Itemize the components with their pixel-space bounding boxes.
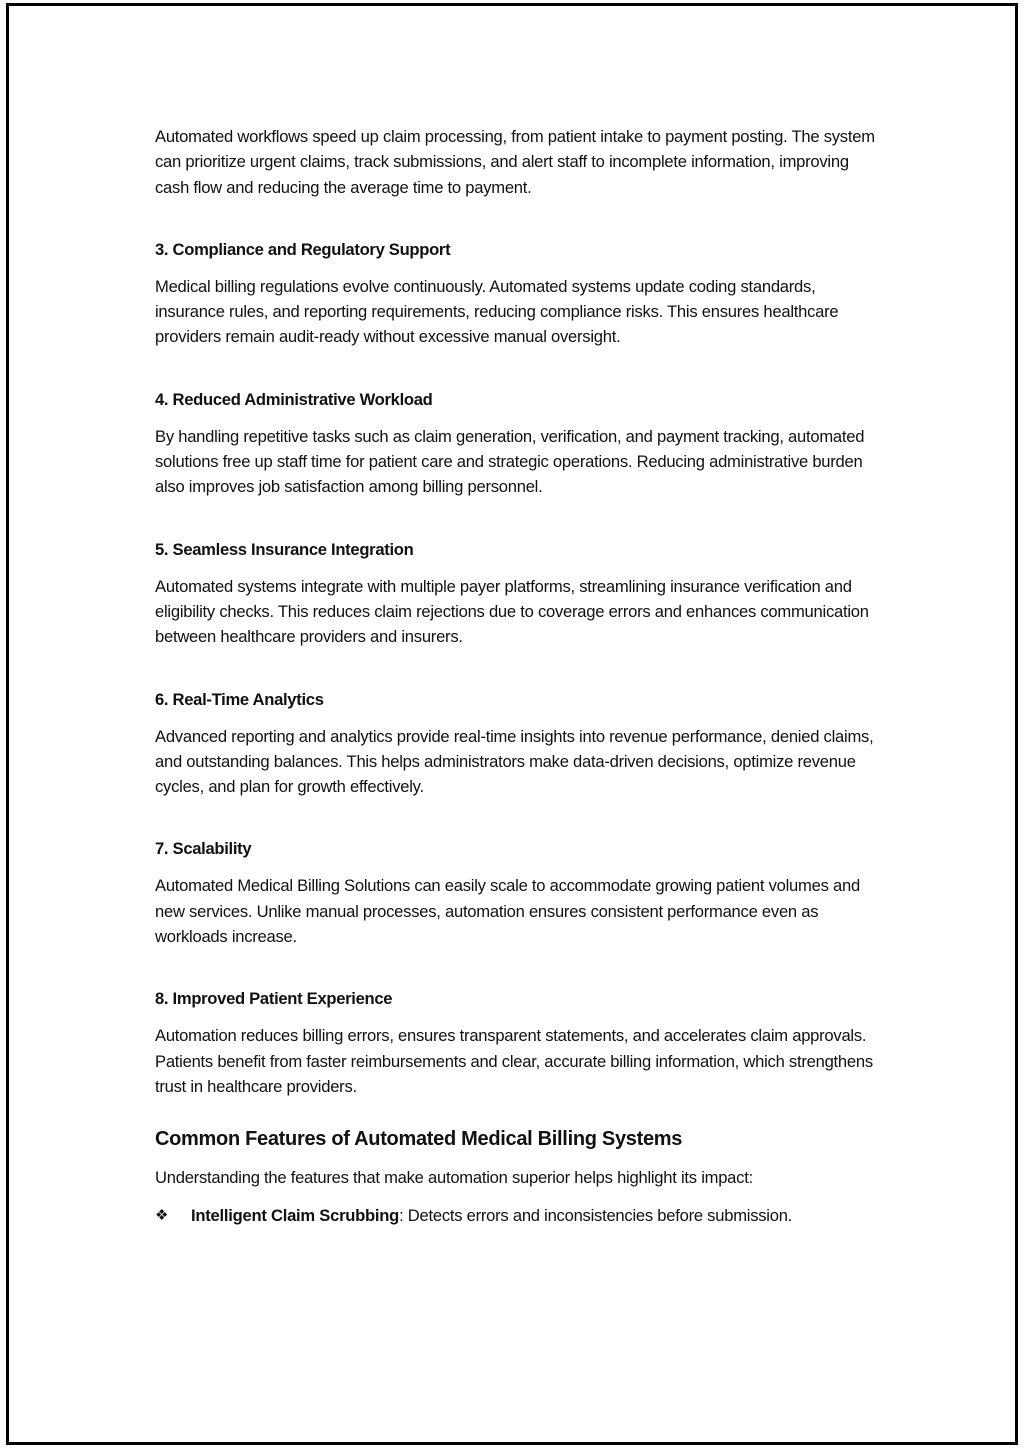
section-heading: Common Features of Automated Medical Billing Systems [155,1128,683,1151]
benefit-heading: 4. Reduced Administrative Workload [155,389,433,409]
benefit-section-4 [155,388,880,500]
features-intro: Understanding the features that make automation superior helps highlight its impact: [155,1168,753,1188]
features-section [155,1125,880,1228]
benefit-heading: 8. Improved Patient Experience [155,989,393,1009]
feature-term: Intelligent Claim Scrubbing [191,1205,400,1225]
benefit-section-6 [155,688,880,800]
benefit-heading: 6. Real-Time Analytics [155,689,324,709]
benefit-heading: 3. Compliance and Regulatory Support [155,239,451,259]
benefit-body: Automated Medical Billing Solutions can easily scale to accommodate growing patient volumes and new services. Unlike manual processes, automation ensures consistent performance even as workloads increase. [155,876,860,947]
benefit-body: Automation reduces billing errors, ensures transparent statements, and accelerates claim approvals. Patients benefit from faster reimbursements and clear, accurate billing information, which strengthens trust in healthcare providers. [155,1026,873,1096]
benefit-section-3 [155,238,880,350]
benefit-body: Medical billing regulations evolve continuously. Automated systems update coding standards, insurance rules, and reporting requirements, reducing compliance risks. This ensures healthcare providers remain audit-ready without excessive manual oversight. [155,276,839,347]
benefit-section-7 [155,837,880,949]
benefit-section-8 [155,987,880,1099]
benefit-heading: 7. Scalability [155,839,252,859]
document-body [155,124,880,1228]
benefit-heading: 5. Seamless Insurance Integration [155,539,414,559]
benefit-body: By handling repetitive tasks such as claim generation, verification, and payment tracking, automated solutions free up staff time for patient care and strategic operations. Reducing administrative burden also improves job satisfaction among billing personnel. [155,426,865,497]
benefit-section-5 [155,538,880,650]
benefit-body: Automated systems integrate with multiple payer platforms, streamlining insurance verification and eligibility checks. This reduces claim rejections due to coverage errors and enhances communication between healthcare providers and insurers. [155,576,869,647]
list-item [155,1203,880,1228]
features-list [155,1203,880,1228]
intro-paragraph: Automated workflows speed up claim processing, from patient intake to payment posting. The system can prioritize urgent claims, track submissions, and alert staff to incomplete information, improving cash flow and reducing the average time to payment. [155,127,875,197]
diamond-bullet-icon: ❖ [155,1206,169,1224]
benefit-body: Advanced reporting and analytics provide real-time insights into revenue performance, denied claims, and outstanding balances. This helps administrators make data-driven decisions, optimize revenue cycles, and plan for growth effectively. [155,726,874,797]
feature-description: : Detects errors and inconsistencies before submission. [399,1205,793,1225]
